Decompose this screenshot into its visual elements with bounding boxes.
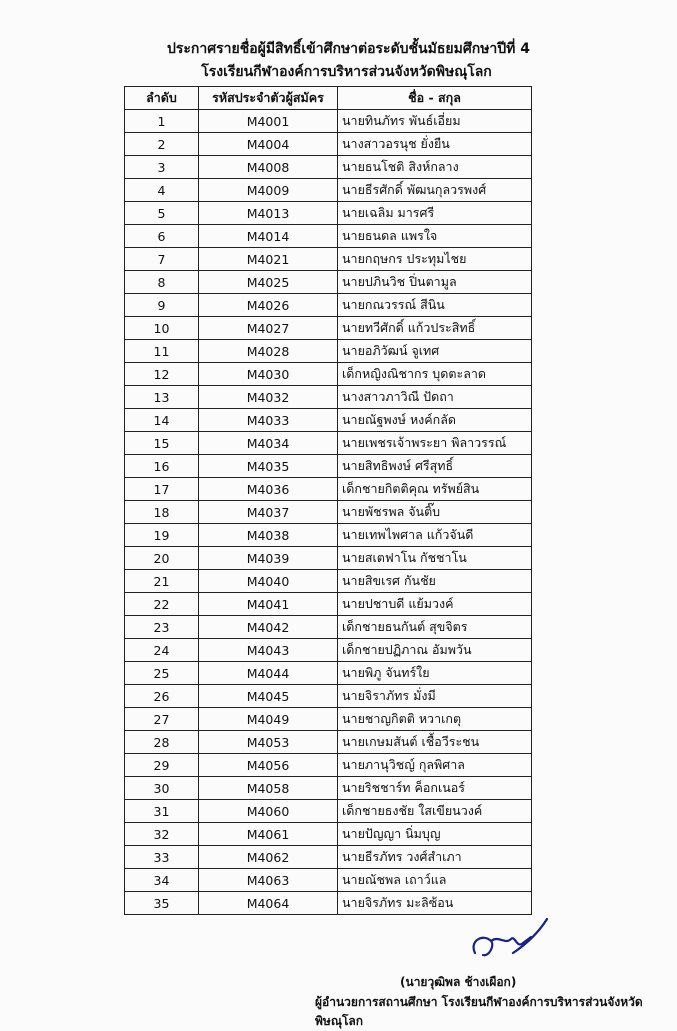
table-row [125,455,532,478]
row-sequence: 5 [125,202,199,225]
table-row [125,432,532,455]
table-row [125,133,532,156]
table-row [125,892,532,915]
table-row [125,501,532,524]
row-applicant-code: M4044 [199,662,338,685]
table-row [125,524,532,547]
row-sequence: 34 [125,869,199,892]
table-row [125,846,532,869]
row-full-name: นายธนโชติ สิงห์กลาง [338,156,532,179]
row-full-name: นายภานุวิชญ์ กุลพิศาล [338,754,532,777]
row-applicant-code: M4025 [199,271,338,294]
row-applicant-code: M4014 [199,225,338,248]
table-row [125,478,532,501]
row-sequence: 8 [125,271,199,294]
row-full-name: นายธีรศักดิ์ พัฒนกุลวรพงศ์ [338,179,532,202]
row-sequence: 16 [125,455,199,478]
table-row [125,156,532,179]
row-applicant-code: M4035 [199,455,338,478]
row-full-name: นายอภิวัฒน์ จูเทศ [338,340,532,363]
row-applicant-code: M4058 [199,777,338,800]
row-sequence: 6 [125,225,199,248]
row-full-name: เด็กชายปฏิภาณ อัมพวัน [338,639,532,662]
row-sequence: 23 [125,616,199,639]
row-applicant-code: M4043 [199,639,338,662]
row-full-name: นายธนดล แพรใจ [338,225,532,248]
table-row [125,777,532,800]
row-applicant-code: M4008 [199,156,338,179]
row-sequence: 27 [125,708,199,731]
school-name: โรงเรียนกีฬาองค์การบริหารส่วนจังหวัดพิษณุโลก [201,64,492,80]
row-sequence: 33 [125,846,199,869]
signatory-position: ผู้อำนวยการสถานศึกษา โรงเรียนกีฬาองค์การบริหารส่วนจังหวัดพิษณุโลก [315,995,643,1028]
row-applicant-code: M4039 [199,547,338,570]
table-row [125,593,532,616]
row-full-name: นายธีรภัทร วงศ์สำเภา [338,846,532,869]
row-applicant-code: M4021 [199,248,338,271]
row-sequence: 15 [125,432,199,455]
header-applicant-code: รหัสประจำตัวผู้สมัคร [199,87,338,110]
table-row [125,570,532,593]
table-body [125,110,532,915]
row-sequence: 22 [125,593,199,616]
row-full-name: นายเพชรเจ้าพระยา พิลาวรรณ์ [338,432,532,455]
row-sequence: 12 [125,363,199,386]
row-applicant-code: M4036 [199,478,338,501]
row-applicant-code: M4061 [199,823,338,846]
row-applicant-code: M4030 [199,363,338,386]
row-sequence: 3 [125,156,199,179]
row-applicant-code: M4060 [199,800,338,823]
row-applicant-code: M4026 [199,294,338,317]
row-full-name: นายสิขเรศ กันชัย [338,570,532,593]
document-title: ประกาศรายชื่อผู้มีสิทธิ์เข้าศึกษาต่อระดับชั้นมัธยมศึกษาปีที่ 4 [166,41,531,57]
row-full-name: นายกฤษกร ประทุมไชย [338,248,532,271]
row-applicant-code: M4009 [199,179,338,202]
row-full-name: นายทวีศักดิ์ แก้วประสิทธิ์ [338,317,532,340]
row-full-name: นายปภินวิช ปิ่นตามูล [338,271,532,294]
table-row [125,294,532,317]
row-applicant-code: M4040 [199,570,338,593]
row-full-name: นายสเตฟาโน กัชชาโน [338,547,532,570]
table-row [125,639,532,662]
row-full-name: นายปชาบดี แย้มวงค์ [338,593,532,616]
table-row [125,800,532,823]
row-full-name: นายพัชรพล จันติ๊บ [338,501,532,524]
row-sequence: 7 [125,248,199,271]
signatory-name: (นายวุฒิพล ช้างเผือก) [400,975,517,989]
row-sequence: 30 [125,777,199,800]
row-applicant-code: M4004 [199,133,338,156]
table-row [125,225,532,248]
row-full-name: นายเฉลิม มารศรี [338,202,532,225]
header-full-name: ชื่อ - สกุล [338,87,532,110]
table-row [125,708,532,731]
row-sequence: 31 [125,800,199,823]
row-applicant-code: M4053 [199,731,338,754]
row-sequence: 19 [125,524,199,547]
table-row [125,662,532,685]
student-roster-table [124,86,532,915]
row-full-name: นางสาวภาวิณี ปัดถา [338,386,532,409]
table-row [125,386,532,409]
table-row [125,869,532,892]
handwritten-signature [465,915,555,975]
table-row [125,685,532,708]
table-header-row [125,87,532,110]
table-row [125,202,532,225]
row-applicant-code: M4001 [199,110,338,133]
row-sequence: 21 [125,570,199,593]
row-sequence: 2 [125,133,199,156]
row-applicant-code: M4049 [199,708,338,731]
table-row [125,754,532,777]
row-applicant-code: M4027 [199,317,338,340]
table-row [125,823,532,846]
row-full-name: นายปัญญา นิ่มบุญ [338,823,532,846]
row-sequence: 32 [125,823,199,846]
row-full-name: นายชาญกิตติ หวาเกตุ [338,708,532,731]
row-full-name: นายณัฐพงษ์ หงค์กลัด [338,409,532,432]
row-applicant-code: M4064 [199,892,338,915]
row-full-name: นายพิภู จันทร์ใย [338,662,532,685]
table-row [125,179,532,202]
row-full-name: เด็กชายธนกันต์ สุขจิตร [338,616,532,639]
row-sequence: 26 [125,685,199,708]
row-sequence: 14 [125,409,199,432]
row-applicant-code: M4038 [199,524,338,547]
row-applicant-code: M4056 [199,754,338,777]
table-row [125,616,532,639]
row-applicant-code: M4033 [199,409,338,432]
row-applicant-code: M4063 [199,869,338,892]
row-sequence: 29 [125,754,199,777]
table-row [125,547,532,570]
table-row [125,110,532,133]
table-row [125,271,532,294]
row-full-name: นายจิรภัทร มะลิซ้อน [338,892,532,915]
row-full-name: นายเทพไพศาล แก้วจันดี [338,524,532,547]
row-full-name: นายเกษมสันต์ เชื้อวีระชน [338,731,532,754]
row-applicant-code: M4013 [199,202,338,225]
row-applicant-code: M4032 [199,386,338,409]
row-applicant-code: M4062 [199,846,338,869]
row-full-name: นายริชชาร์ท ค็อกเนอร์ [338,777,532,800]
table-row [125,340,532,363]
table-row [125,248,532,271]
row-sequence: 18 [125,501,199,524]
table-row [125,363,532,386]
row-sequence: 1 [125,110,199,133]
row-sequence: 20 [125,547,199,570]
row-full-name: นายสิทธิพงษ์ ศรีสุทธิ์ [338,455,532,478]
row-sequence: 13 [125,386,199,409]
row-applicant-code: M4034 [199,432,338,455]
row-applicant-code: M4042 [199,616,338,639]
row-sequence: 17 [125,478,199,501]
row-sequence: 35 [125,892,199,915]
row-sequence: 10 [125,317,199,340]
row-sequence: 11 [125,340,199,363]
row-applicant-code: M4037 [199,501,338,524]
table-row [125,317,532,340]
row-full-name: นายจิราภัทร มั่งมี [338,685,532,708]
row-sequence: 25 [125,662,199,685]
header-sequence: ลำดับ [125,87,199,110]
row-full-name: เด็กหญิงณิชากร บุดตะลาด [338,363,532,386]
row-full-name: นายณัชพล เถาว์แล [338,869,532,892]
row-applicant-code: M4045 [199,685,338,708]
row-full-name: นายกณวรรณ์ สีนิน [338,294,532,317]
row-sequence: 4 [125,179,199,202]
row-full-name: นายทินภัทร พันธ์เอี่ยม [338,110,532,133]
row-sequence: 24 [125,639,199,662]
row-full-name: เด็กชายธงชัย ใสเขียนวงค์ [338,800,532,823]
row-full-name: เด็กชายกิตติคุณ ทรัพย์สิน [338,478,532,501]
row-applicant-code: M4041 [199,593,338,616]
row-sequence: 28 [125,731,199,754]
row-sequence: 9 [125,294,199,317]
row-full-name: นางสาวอรนุช ยั่งยืน [338,133,532,156]
table-row [125,409,532,432]
row-applicant-code: M4028 [199,340,338,363]
table-row [125,731,532,754]
